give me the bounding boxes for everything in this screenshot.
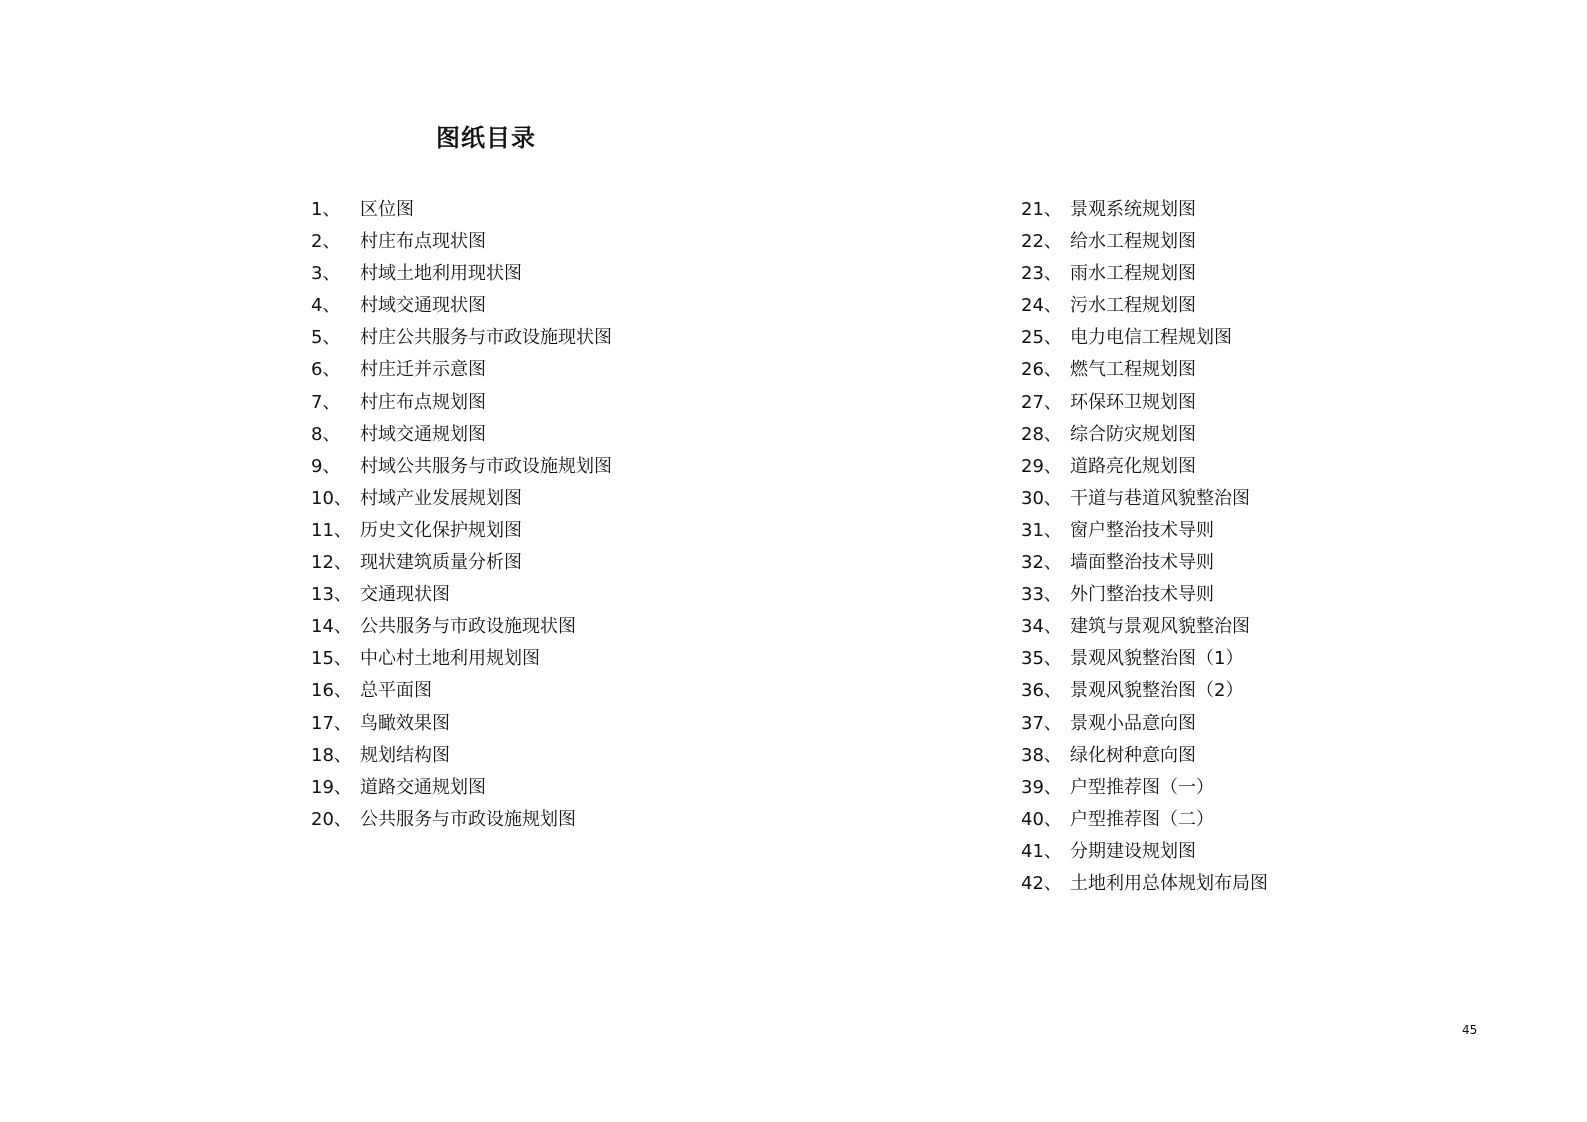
toc-item — [1021, 740, 1268, 772]
toc-item-number: 14、 — [311, 616, 352, 638]
page-title: 图纸目录 — [436, 124, 536, 152]
toc-item-number: 2、 — [311, 231, 341, 253]
toc-item — [311, 547, 612, 579]
toc-item — [311, 740, 612, 772]
toc-item-number: 21、 — [1021, 199, 1062, 220]
toc-item-number: 18、 — [311, 744, 352, 766]
toc-item-label: 村庄迁并示意图 — [360, 359, 486, 381]
toc-item — [1021, 515, 1268, 547]
toc-item-number: 10、 — [311, 487, 352, 509]
toc-item-label: 景观风貌整治图（1） — [1070, 648, 1244, 670]
toc-item — [311, 579, 612, 611]
toc-item-number: 3、 — [311, 263, 341, 285]
toc-item — [1021, 772, 1268, 804]
toc-item-label: 户型推荐图（一） — [1070, 776, 1214, 798]
toc-item-number: 37、 — [1021, 712, 1062, 734]
toc-item-label: 区位图 — [360, 199, 414, 220]
toc-item-number: 24、 — [1021, 295, 1062, 317]
toc-item-label: 墙面整治技术导则 — [1070, 552, 1214, 574]
toc-item-label: 道路交通规划图 — [360, 776, 486, 798]
toc-item — [1021, 675, 1268, 707]
toc-item-label: 给水工程规划图 — [1070, 231, 1196, 253]
toc-item-number: 41、 — [1021, 840, 1062, 862]
toc-item — [1021, 258, 1268, 290]
toc-item-label: 村庄布点规划图 — [360, 391, 486, 413]
toc-item — [311, 290, 612, 322]
toc-item-number: 33、 — [1021, 584, 1062, 606]
toc-item-number: 5、 — [311, 327, 341, 349]
toc-item-label: 外门整治技术导则 — [1070, 584, 1214, 606]
toc-item-label: 中心村土地利用规划图 — [360, 648, 540, 670]
toc-item-label: 村庄布点现状图 — [360, 231, 486, 253]
toc-item — [311, 643, 612, 675]
toc-item-number: 22、 — [1021, 231, 1062, 253]
toc-item — [311, 322, 612, 354]
toc-item — [1021, 483, 1268, 515]
toc-item-label: 电力电信工程规划图 — [1070, 327, 1232, 349]
toc-item — [311, 804, 612, 836]
toc-item-label: 景观小品意向图 — [1070, 712, 1196, 734]
toc-item-label: 雨水工程规划图 — [1070, 263, 1196, 285]
toc-item-label: 村域公共服务与市政设施规划图 — [360, 455, 612, 477]
toc-item — [311, 226, 612, 258]
toc-item-number: 42、 — [1021, 872, 1062, 894]
toc-item-number: 15、 — [311, 648, 352, 670]
toc-item-label: 道路亮化规划图 — [1070, 455, 1196, 477]
toc-item — [1021, 868, 1268, 900]
toc-item — [1021, 451, 1268, 483]
toc-item — [1021, 226, 1268, 258]
toc-item — [311, 451, 612, 483]
toc-item-number: 17、 — [311, 712, 352, 734]
toc-item-number: 11、 — [311, 519, 352, 541]
toc-item-label: 景观风貌整治图（2） — [1070, 680, 1244, 702]
toc-item-number: 40、 — [1021, 808, 1062, 830]
toc-item-label: 绿化树种意向图 — [1070, 744, 1196, 766]
toc-item — [311, 194, 612, 226]
toc-item-number: 26、 — [1021, 359, 1062, 381]
toc-item-number: 31、 — [1021, 519, 1062, 541]
toc-item — [1021, 643, 1268, 675]
toc-item — [1021, 708, 1268, 740]
toc-item-number: 8、 — [311, 423, 341, 445]
toc-item — [1021, 387, 1268, 419]
toc-item-number: 25、 — [1021, 327, 1062, 349]
toc-item — [311, 483, 612, 515]
toc-item-label: 干道与巷道风貌整治图 — [1070, 487, 1250, 509]
toc-item-label: 村庄公共服务与市政设施现状图 — [360, 327, 612, 349]
toc-item-number: 12、 — [311, 552, 352, 574]
toc-left-column — [311, 194, 612, 836]
toc-item-label: 村域产业发展规划图 — [360, 487, 522, 509]
toc-item-number: 30、 — [1021, 487, 1062, 509]
page-number: 45 — [1462, 1023, 1478, 1037]
toc-item — [1021, 354, 1268, 386]
toc-item-label: 交通现状图 — [360, 584, 450, 606]
toc-item-number: 27、 — [1021, 391, 1062, 413]
toc-item-label: 规划结构图 — [360, 744, 450, 766]
toc-item-label: 村域交通规划图 — [360, 423, 486, 445]
toc-item-number: 7、 — [311, 391, 341, 413]
toc-item-number: 9、 — [311, 455, 341, 477]
toc-item — [311, 611, 612, 643]
toc-item — [1021, 836, 1268, 868]
toc-item-number: 32、 — [1021, 552, 1062, 574]
toc-item-label: 分期建设规划图 — [1070, 840, 1196, 862]
toc-item — [311, 354, 612, 386]
toc-item — [1021, 547, 1268, 579]
toc-item — [311, 258, 612, 290]
toc-item-number: 19、 — [311, 776, 352, 798]
toc-item-label: 户型推荐图（二） — [1070, 808, 1214, 830]
toc-item-label: 燃气工程规划图 — [1070, 359, 1196, 381]
toc-item-label: 公共服务与市政设施规划图 — [360, 808, 576, 830]
toc-item — [1021, 804, 1268, 836]
toc-item-number: 23、 — [1021, 263, 1062, 285]
toc-item-label: 历史文化保护规划图 — [360, 519, 522, 541]
toc-item-number: 29、 — [1021, 455, 1062, 477]
toc-item-number: 4、 — [311, 295, 341, 317]
toc-item — [311, 387, 612, 419]
toc-item-number: 20、 — [311, 808, 352, 830]
toc-item-label: 环保环卫规划图 — [1070, 391, 1196, 413]
toc-item-number: 39、 — [1021, 776, 1062, 798]
toc-item — [1021, 290, 1268, 322]
toc-item-label: 土地利用总体规划布局图 — [1070, 872, 1268, 894]
toc-item-number: 36、 — [1021, 680, 1062, 702]
toc-item-label: 景观系统规划图 — [1070, 199, 1196, 220]
toc-item-label: 村域土地利用现状图 — [360, 263, 522, 285]
toc-item — [1021, 579, 1268, 611]
toc-item-label: 鸟瞰效果图 — [360, 712, 450, 734]
toc-item-number: 6、 — [311, 359, 341, 381]
toc-item — [311, 515, 612, 547]
toc-item-label: 污水工程规划图 — [1070, 295, 1196, 317]
toc-item — [311, 708, 612, 740]
toc-item-number: 34、 — [1021, 616, 1062, 638]
toc-item-label: 建筑与景观风貌整治图 — [1070, 616, 1250, 638]
toc-item-label: 总平面图 — [360, 680, 432, 702]
toc-item-number: 16、 — [311, 680, 352, 702]
toc-item-label: 窗户整治技术导则 — [1070, 519, 1214, 541]
toc-item-label: 公共服务与市政设施现状图 — [360, 616, 576, 638]
toc-item — [1021, 419, 1268, 451]
toc-item-label: 村域交通现状图 — [360, 295, 486, 317]
toc-item-number: 38、 — [1021, 744, 1062, 766]
toc-item-number: 1、 — [311, 199, 341, 220]
toc-item-number: 35、 — [1021, 648, 1062, 670]
toc-item-number: 13、 — [311, 584, 352, 606]
toc-item — [311, 419, 612, 451]
toc-item — [1021, 194, 1268, 226]
toc-item-label: 综合防灾规划图 — [1070, 423, 1196, 445]
toc-item — [311, 675, 612, 707]
toc-right-column — [1021, 194, 1268, 900]
toc-item — [1021, 611, 1268, 643]
toc-item — [311, 772, 612, 804]
toc-item-number: 28、 — [1021, 423, 1062, 445]
toc-item — [1021, 322, 1268, 354]
toc-item-label: 现状建筑质量分析图 — [360, 552, 522, 574]
